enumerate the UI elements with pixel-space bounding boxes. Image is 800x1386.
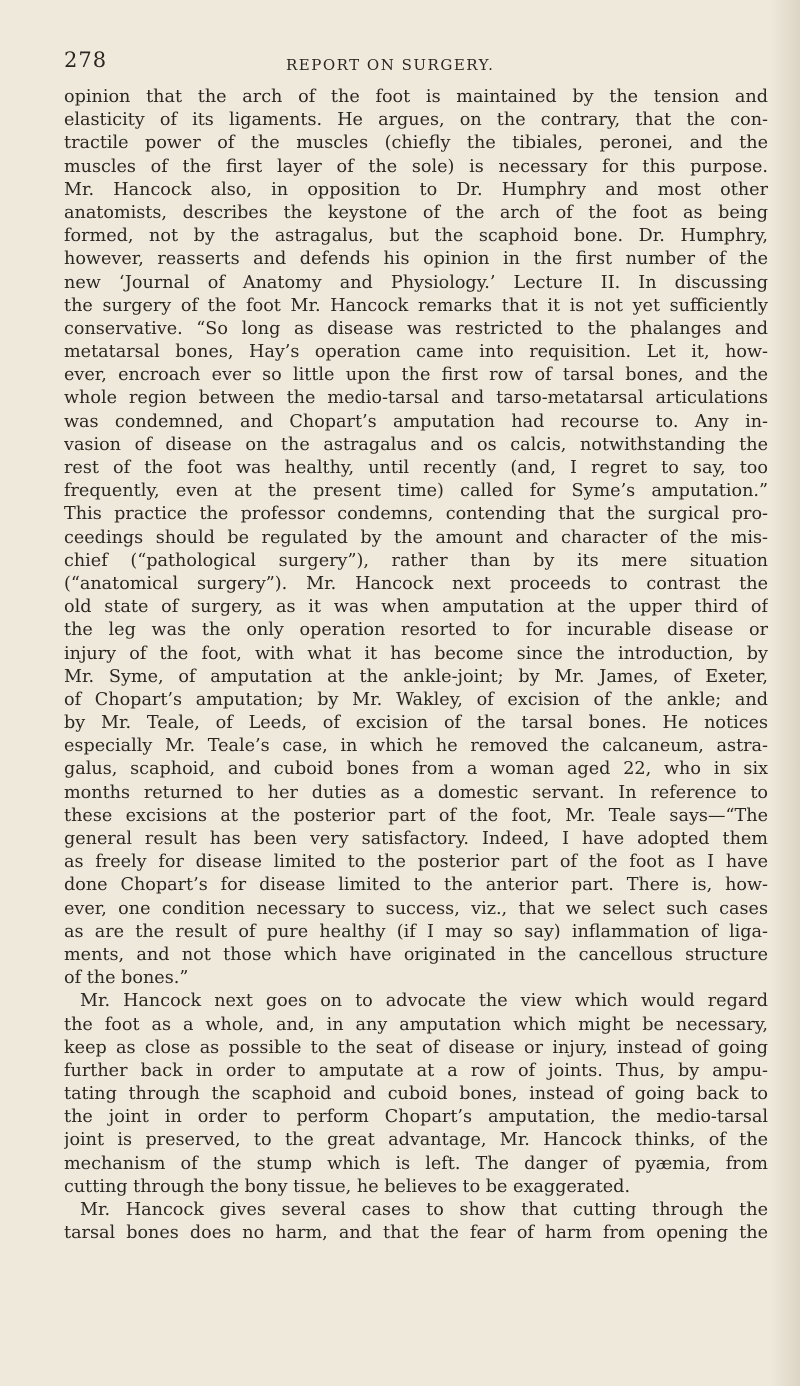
text-line: was condemned, and Chopart’s amputation had recourse to. Any in- xyxy=(64,411,768,432)
text-line: ments, and not those which have originated in the cancellous structure xyxy=(64,944,768,965)
text-line: tarsal bones does no harm, and that the fear of harm from opening the xyxy=(64,1223,768,1244)
text-line: months returned to her duties as a domestic servant. In reference to xyxy=(64,782,768,803)
text-line: as are the result of pure healthy (if I may so say) inflammation of liga- xyxy=(64,921,768,942)
text-line: keep as close as possible to the seat of disease or injury, instead of going xyxy=(64,1037,768,1058)
text-line: of Chopart’s amputation; by Mr. Wakley, of excision of the ankle; and xyxy=(64,689,768,710)
text-line: of the bones.” xyxy=(64,968,189,989)
text-line: metatarsal bones, Hay’s operation came into requisition. Let it, how- xyxy=(64,342,768,363)
text-line: tractile power of the muscles (chiefly the tibiales, peronei, and the xyxy=(64,133,768,154)
text-line: further back in order to amputate at a row of joints. Thus, by ampu- xyxy=(64,1060,768,1081)
page-edge-shadow xyxy=(770,0,800,1386)
text-line: ever, encroach ever so little upon the first row of tarsal bones, and the xyxy=(64,365,768,386)
text-line: galus, scaphoid, and cuboid bones from a woman aged 22, who in six xyxy=(64,759,768,780)
text-line: new ‘Journal of Anatomy and Physiology.’ Lecture II. In discussing xyxy=(64,272,768,293)
running-head: REPORT ON SURGERY. xyxy=(286,56,495,74)
text-line: as freely for disease limited to the posterior part of the foot as I have xyxy=(64,852,768,873)
text-line: joint is preserved, to the great advantage, Mr. Hancock thinks, of the xyxy=(64,1130,768,1151)
text-line: Mr. Hancock also, in opposition to Dr. Humphry and most other xyxy=(64,179,768,200)
text-line: opinion that the arch of the foot is maintained by the tension and xyxy=(64,87,768,107)
text-line: muscles of the first layer of the sole) is necessary for this purpose. xyxy=(64,156,768,177)
text-line: by Mr. Teale, of Leeds, of excision of the tarsal bones. He notices xyxy=(64,713,768,734)
text-line: the joint in order to perform Chopart’s amputation, the medio-tarsal xyxy=(64,1107,768,1128)
text-line: ever, one condition necessary to success, viz., that we select such cases xyxy=(64,898,768,919)
text-line: elasticity of its ligaments. He argues, on the contrary, that the con- xyxy=(64,110,768,131)
text-line: tating through the scaphoid and cuboid bones, instead of going back to xyxy=(64,1084,768,1105)
text-line: conservative. “So long as disease was restricted to the phalanges and xyxy=(64,318,768,339)
text-line: (“anatomical surgery”). Mr. Hancock next proceeds to contrast the xyxy=(64,573,768,594)
text-line: ceedings should be regulated by the amount and character of the mis- xyxy=(64,527,768,548)
text-line: This practice the professor condemns, contending that the surgical pro- xyxy=(64,504,768,525)
text-line: whole region between the medio-tarsal and tarso-metatarsal articulations xyxy=(64,388,768,409)
text-line: the surgery of the foot Mr. Hancock remarks that it is not yet sufficiently xyxy=(64,295,768,316)
text-line: especially Mr. Teale’s case, in which he removed the calcaneum, astra- xyxy=(64,736,768,757)
text-line: injury of the foot, with what it has become since the introduction, by xyxy=(64,643,768,664)
text-line: anatomists, describes the keystone of the arch of the foot as being xyxy=(64,202,768,223)
body-text xyxy=(64,86,768,1245)
text-line: formed, not by the astragalus, but the scaphoid bone. Dr. Humphry, xyxy=(64,226,768,247)
text-line: frequently, even at the present time) called for Syme’s amputation.” xyxy=(64,481,768,502)
page-number: 278 xyxy=(64,48,108,72)
text-line: mechanism of the stump which is left. The danger of pyæmia, from xyxy=(64,1153,768,1174)
text-line: Mr. Hancock gives several cases to show that cutting through the xyxy=(80,1200,768,1220)
text-line: done Chopart’s for disease limited to the anterior part. There is, how- xyxy=(64,875,768,896)
text-line: general result has been very satisfactory. Indeed, I have adopted them xyxy=(64,829,768,849)
text-line: Mr. Syme, of amputation at the ankle-joint; by Mr. James, of Exeter, xyxy=(64,666,768,687)
text-line: rest of the foot was healthy, until recently (and, I regret to say, too xyxy=(64,458,768,478)
text-line: old state of surgery, as it was when amputation at the upper third of xyxy=(64,597,768,618)
text-line: chief (“pathological surgery”), rather than by its mere situation xyxy=(64,550,768,571)
text-line: Mr. Hancock next goes on to advocate the view which would regard xyxy=(80,991,768,1012)
text-line: these excisions at the posterior part of the foot, Mr. Teale says—“The xyxy=(64,805,768,826)
text-line: cutting through the bony tissue, he believes to be exaggerated. xyxy=(64,1176,631,1197)
text-line: the foot as a whole, and, in any amputation which might be necessary, xyxy=(64,1014,768,1035)
text-line: however, reasserts and defends his opinion in the first number of the xyxy=(64,249,768,270)
text-line: vasion of disease on the astragalus and os calcis, notwithstanding the xyxy=(64,434,768,455)
text-line: the leg was the only operation resorted to for incurable disease or xyxy=(64,620,768,641)
